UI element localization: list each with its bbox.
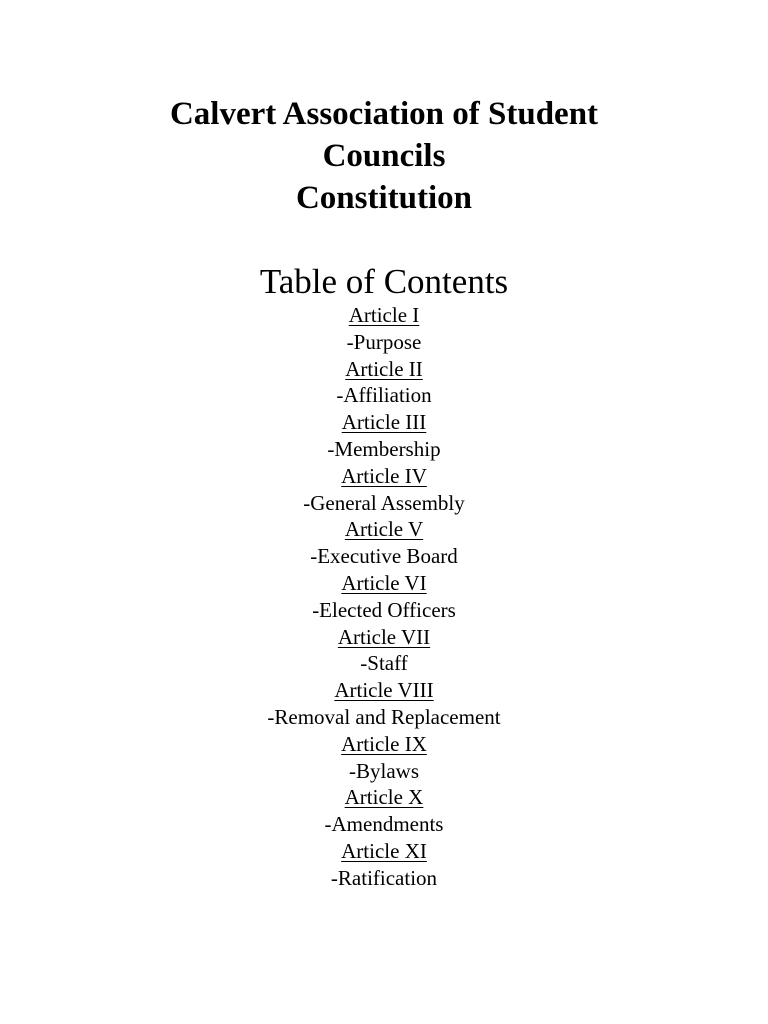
table-of-contents <box>0 302 768 892</box>
toc-entry-topic-7: -Staff <box>360 651 408 676</box>
toc-entry-article-1 <box>0 302 768 329</box>
toc-article-link-5[interactable]: Article V <box>344 517 424 542</box>
toc-article-link-2[interactable]: Article II <box>345 356 423 381</box>
toc-article-link-10[interactable]: Article X <box>344 785 424 810</box>
toc-entry-article-9 <box>0 731 768 758</box>
document-title-line-2: Councils <box>322 138 446 174</box>
toc-entry-topic-9: -Bylaws <box>349 758 419 783</box>
toc-article-link-8[interactable]: Article VIII <box>334 678 434 703</box>
toc-entry-topic-3: -Membership <box>327 436 441 461</box>
toc-entry-topic-5: -Executive Board <box>310 544 458 569</box>
toc-article-link-9[interactable]: Article IX <box>341 731 427 756</box>
toc-entry-topic-8: -Removal and Replacement <box>267 704 501 729</box>
toc-article-link-1[interactable]: Article I <box>348 303 420 327</box>
toc-entry-article-2 <box>0 356 768 383</box>
toc-entry-article-10 <box>0 784 768 811</box>
toc-entry-article-8 <box>0 677 768 704</box>
toc-entry-article-5 <box>0 516 768 543</box>
toc-entry-topic-1: -Purpose <box>346 329 422 354</box>
toc-entry-article-3 <box>0 409 768 436</box>
toc-article-link-6[interactable]: Article VI <box>341 570 427 595</box>
toc-entry-topic-4: -General Assembly <box>303 490 465 515</box>
toc-entry-topic-10: -Amendments <box>324 812 444 837</box>
toc-entry-article-4 <box>0 463 768 490</box>
toc-entry-article-7 <box>0 624 768 651</box>
toc-article-link-4[interactable]: Article IV <box>341 463 427 488</box>
toc-article-link-11[interactable]: Article XI <box>341 838 427 863</box>
document-title-line-3: Constitution <box>295 180 473 216</box>
document-title-line-1: Calvert Association of Student <box>169 96 599 132</box>
toc-entry-article-6 <box>0 570 768 597</box>
toc-article-link-3[interactable]: Article III <box>341 410 427 435</box>
toc-entry-topic-2: -Affiliation <box>336 383 432 408</box>
toc-entry-topic-11: -Ratification <box>330 865 438 890</box>
toc-entry-topic-6: -Elected Officers <box>312 597 456 622</box>
toc-entry-article-11 <box>0 838 768 865</box>
toc-heading: Table of Contents <box>259 262 509 301</box>
toc-article-link-7[interactable]: Article VII <box>337 624 431 649</box>
